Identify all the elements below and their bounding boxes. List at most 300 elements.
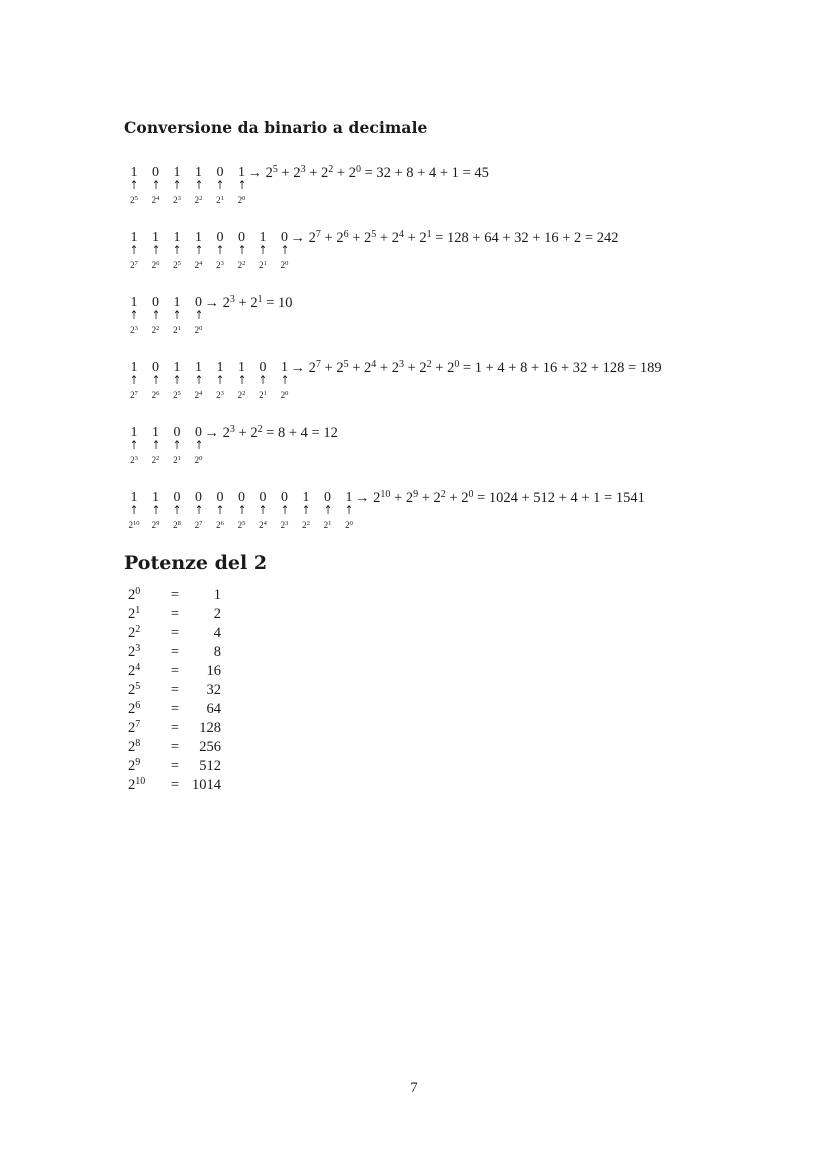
power-term: $2^9$ [405, 489, 419, 506]
up-arrow-icon: ↑ [194, 308, 203, 322]
bit-weight-label [167, 452, 187, 467]
subsection-title: Conversione da binario a decimale [124, 118, 428, 137]
bit-weight-label [167, 322, 187, 337]
bit-digit: 0 [152, 295, 159, 310]
decimal-result: 189 [639, 360, 662, 376]
up-arrow-icon: ↑ [129, 243, 139, 257]
equals-sign: = [170, 644, 180, 660]
bit-column [146, 425, 166, 467]
bit-column [124, 490, 144, 532]
power-term: $2^1$ [419, 229, 432, 246]
power-row [128, 643, 221, 662]
power-base: $2^9$ [128, 757, 141, 774]
bit-weight-label [232, 192, 252, 207]
power-row [128, 776, 221, 795]
bit-digit: 1 [173, 230, 181, 245]
page-number: 7 [410, 1080, 418, 1096]
power-term: $2^4$ [194, 390, 203, 400]
power-term: $2^1$ [323, 520, 332, 530]
power-term: $2^7$ [194, 520, 203, 530]
bit-weight-label [146, 257, 166, 272]
equals-sign: = [170, 777, 180, 793]
exponent: 2 [306, 520, 310, 527]
power-row [128, 738, 221, 757]
power-term: $2^3$ [222, 294, 235, 311]
bit-weight-label [167, 192, 187, 207]
power-row [128, 624, 221, 643]
power-term: $2^1$ [216, 195, 224, 205]
exponent: 1 [177, 455, 181, 462]
exponent: 6 [156, 260, 160, 267]
bit-digit: 1 [302, 490, 310, 505]
bit-column [189, 230, 209, 272]
power-row [128, 605, 221, 624]
exponent: 3 [220, 260, 224, 267]
up-arrow-icon: ↑ [172, 243, 182, 257]
exponent: 2 [199, 195, 203, 202]
bit-weight-label [189, 322, 209, 337]
power-value: 16 [206, 663, 221, 679]
power-term: $2^1$ [250, 294, 263, 311]
exponent: 5 [371, 229, 377, 240]
power-term: $2^3$ [216, 260, 224, 270]
power-term: $2^4$ [194, 260, 203, 270]
bit-weight-label [253, 387, 273, 402]
bit-column [124, 165, 144, 207]
bit-digit: 1 [130, 295, 138, 310]
exponent: 0 [242, 195, 246, 202]
bit-weight-label [124, 192, 144, 207]
power-term: $2^3$ [173, 195, 181, 205]
bit-weight-label [124, 322, 144, 337]
power-term: $2^2$ [433, 489, 446, 506]
power-term: $2^9$ [151, 520, 160, 530]
bit-digit: 0 [238, 490, 245, 505]
bit-digit: 0 [173, 490, 181, 505]
bit-digit: 1 [152, 490, 159, 505]
bit-digit: 1 [152, 425, 159, 440]
up-arrow-icon: ↑ [215, 243, 225, 257]
exponent: 1 [328, 520, 332, 527]
up-arrow-icon: ↑ [151, 178, 160, 192]
exponent: 4 [371, 359, 377, 370]
bit-weight-label [146, 387, 166, 402]
power-base: $2^6$ [128, 700, 141, 717]
bit-weight-label [124, 517, 144, 532]
bit-column [189, 490, 209, 532]
bit-column [253, 490, 273, 532]
power-base: $2^7$ [128, 719, 141, 736]
up-arrow-icon: ↑ [194, 178, 203, 192]
exponent: 1 [177, 325, 181, 332]
powers-of-two-table [128, 586, 221, 795]
up-arrow-icon: ↑ [258, 373, 268, 387]
equals-sign: = [170, 758, 180, 774]
exponent: 3 [229, 424, 235, 435]
up-arrow-icon: ↑ [258, 503, 268, 517]
bit-weight-label [210, 517, 230, 532]
exponent: 2 [242, 260, 246, 267]
bit-column [167, 360, 187, 402]
power-term: $2^1$ [259, 390, 267, 400]
exponent: 0 [349, 520, 353, 527]
exponent: 2 [440, 489, 446, 500]
bit-column [275, 490, 295, 532]
up-arrow-icon: ↑ [172, 373, 182, 387]
power-term: $2^6$ [151, 260, 160, 270]
power-term: $2^7$ [308, 359, 321, 376]
bit-column [124, 425, 144, 467]
exponent: 3 [285, 520, 289, 527]
up-arrow-icon: ↑ [172, 178, 182, 192]
equals-sign: = [170, 606, 180, 622]
bit-weight-label [189, 192, 209, 207]
exponent: 6 [156, 390, 160, 397]
exponent: 2 [156, 455, 160, 462]
power-term: $2^5$ [173, 260, 181, 270]
conversion-expression: → $2^3 + 2^2 = 8 + 4 = 12$ [204, 424, 338, 441]
exponent: 3 [229, 294, 235, 305]
power-row [128, 700, 221, 719]
bit-weight-label [253, 257, 273, 272]
up-arrow-icon: ↑ [194, 438, 203, 452]
conversion-expression: → $2^7 + 2^6 + 2^5 + 2^4 + 2^1 = 128 + 64 + 32 + 16 + 2 = 242$ [290, 229, 619, 246]
power-term: $2^3$ [391, 359, 404, 376]
bit-digit: 1 [130, 230, 138, 245]
power-term: $2^2$ [151, 325, 160, 335]
power-term: $2^{10}$ [373, 489, 391, 506]
power-term: $2^0$ [194, 325, 203, 335]
up-arrow-icon: ↑ [215, 503, 225, 517]
exponent: 2 [426, 359, 432, 370]
bit-digit: 1 [345, 490, 353, 505]
power-term: $2^{10}$ [128, 520, 140, 530]
power-term: $2^0$ [237, 195, 246, 205]
decimal-result: 45 [474, 165, 489, 181]
bit-column [124, 230, 144, 272]
power-base: $2^2$ [128, 624, 141, 641]
bit-weight-label [210, 192, 230, 207]
exponent: 4 [199, 390, 203, 397]
exponent: 10 [133, 520, 140, 527]
exponent: 3 [398, 359, 404, 370]
bit-weight-label [232, 387, 252, 402]
exponent: 0 [199, 325, 203, 332]
bit-column [318, 490, 338, 532]
power-term: $2^5$ [265, 164, 278, 181]
bit-weight-label [124, 257, 144, 272]
up-arrow-icon: ↑ [129, 438, 139, 452]
exponent: 4 [398, 229, 404, 240]
equals-sign: = [170, 701, 180, 717]
power-term: $2^1$ [173, 325, 181, 335]
power-term: $2^3$ [280, 520, 289, 530]
bit-digit: 0 [173, 425, 181, 440]
up-arrow-icon: ↑ [237, 503, 246, 517]
power-value: 64 [206, 701, 221, 717]
equals-sign: = [170, 625, 180, 641]
bit-column [232, 230, 252, 272]
power-term: $2^3$ [222, 424, 235, 441]
up-arrow-icon: ↑ [215, 178, 225, 192]
up-arrow-icon: ↑ [172, 308, 182, 322]
up-arrow-icon: ↑ [194, 373, 203, 387]
exponent: 3 [177, 195, 181, 202]
exponent: 3 [134, 455, 138, 462]
up-arrow-icon: ↑ [215, 373, 225, 387]
bit-digit: 1 [130, 425, 138, 440]
exponent: 8 [177, 520, 181, 527]
power-term: $2^8$ [173, 520, 181, 530]
bit-weight-label [189, 257, 209, 272]
power-row [128, 681, 221, 700]
bit-column [146, 295, 166, 337]
bit-digit: 0 [259, 490, 267, 505]
power-value: 1014 [192, 777, 221, 793]
bit-digit: 0 [238, 230, 245, 245]
power-value: 512 [199, 758, 221, 774]
bit-weight-label [318, 517, 338, 532]
up-arrow-icon: ↑ [194, 243, 203, 257]
power-term: $2^2$ [151, 455, 160, 465]
bit-weight-label [189, 452, 209, 467]
up-arrow-icon: ↑ [172, 503, 182, 517]
bit-digit: 1 [130, 490, 138, 505]
bit-column [146, 230, 166, 272]
bit-digit: 0 [259, 360, 267, 375]
exponent: 1 [426, 229, 432, 240]
power-term: $2^0$ [461, 489, 474, 506]
bit-weight-label [146, 322, 166, 337]
power-row [128, 757, 221, 776]
power-term: $2^0$ [345, 520, 353, 530]
bit-digit: 1 [195, 360, 202, 375]
power-term: $2^5$ [364, 229, 377, 246]
bit-digit: 1 [173, 165, 181, 180]
bit-digit: 0 [152, 360, 159, 375]
power-base: $2^3$ [128, 643, 141, 660]
exponent: 0 [468, 489, 474, 500]
right-arrow-icon: → [247, 165, 266, 181]
power-term: $2^3$ [130, 325, 138, 335]
up-arrow-icon: ↑ [172, 438, 182, 452]
exponent: 4 [263, 520, 267, 527]
bit-column [124, 295, 144, 337]
up-arrow-icon: ↑ [237, 243, 246, 257]
bit-weight-label [124, 452, 144, 467]
exponent: 1 [263, 390, 267, 397]
bit-digit: 0 [216, 230, 224, 245]
exponent: 2 [257, 424, 263, 435]
power-term: $2^4$ [259, 520, 267, 530]
conversion-expression: → $2^{10} + 2^9 + 2^2 + 2^0 = 1024 + 512 + 4 + 1 = 1541$ [355, 489, 645, 506]
bit-digit: 1 [173, 360, 181, 375]
up-arrow-icon: ↑ [301, 503, 311, 517]
bit-column [167, 490, 187, 532]
power-term: $2^6$ [336, 229, 349, 246]
bit-column [167, 165, 187, 207]
up-arrow-icon: ↑ [237, 373, 246, 387]
power-term: $2^7$ [130, 260, 138, 270]
bit-column [146, 490, 166, 532]
exponent: 1 [263, 260, 267, 267]
exponent: 7 [134, 260, 138, 267]
equals-sign: = [170, 739, 180, 755]
power-term: $2^0$ [447, 359, 460, 376]
bit-weight-label [146, 452, 166, 467]
decimal-result: 242 [596, 230, 619, 246]
power-row [128, 586, 221, 605]
equals-sign: = [170, 587, 180, 603]
power-term: $2^2$ [237, 260, 246, 270]
exponent: 4 [156, 195, 160, 202]
bit-digit: 1 [130, 360, 138, 375]
bit-column [296, 490, 316, 532]
bit-weight-label [253, 517, 273, 532]
up-arrow-icon: ↑ [194, 503, 203, 517]
power-term: $2^2$ [321, 164, 334, 181]
bit-digit: 1 [195, 230, 202, 245]
bit-column [167, 425, 187, 467]
bit-weight-label [210, 257, 230, 272]
power-base: $2^1$ [128, 605, 141, 622]
exponent: 5 [343, 359, 349, 370]
bit-column [189, 360, 209, 402]
power-row [128, 719, 221, 738]
right-arrow-icon: → [290, 360, 309, 376]
bit-digit: 0 [195, 490, 202, 505]
exponent: 2 [156, 325, 160, 332]
up-arrow-icon: ↑ [129, 178, 139, 192]
bit-weight-label [189, 517, 209, 532]
power-row [128, 662, 221, 681]
exponent: 5 [177, 260, 181, 267]
bit-weight-label [275, 517, 295, 532]
power-term: $2^2$ [237, 390, 246, 400]
decimal-result: 12 [323, 425, 338, 441]
bit-column [232, 360, 252, 402]
bit-weight-label [167, 257, 187, 272]
bit-column [146, 360, 166, 402]
power-term: $2^2$ [419, 359, 432, 376]
exponent: 10 [380, 489, 391, 500]
power-term: $2^3$ [293, 164, 306, 181]
power-value: 256 [199, 739, 221, 755]
up-arrow-icon: ↑ [237, 178, 246, 192]
up-arrow-icon: ↑ [129, 308, 139, 322]
power-term: $2^1$ [259, 260, 267, 270]
up-arrow-icon: ↑ [151, 308, 160, 322]
equals-sign: = [170, 663, 180, 679]
bit-column [253, 230, 273, 272]
conversion-expression: → $2^7 + 2^5 + 2^4 + 2^3 + 2^2 + 2^0 = 1 + 4 + 8 + 16 + 32 + 128 = 189$ [290, 359, 662, 376]
exponent: 1 [220, 195, 224, 202]
bit-weight-label [275, 387, 295, 402]
power-term: $2^0$ [194, 455, 203, 465]
power-term: $2^0$ [280, 390, 289, 400]
power-term: $2^4$ [364, 359, 377, 376]
up-arrow-icon: ↑ [129, 503, 139, 517]
power-base: $2^{10}$ [128, 776, 146, 793]
exponent: 0 [285, 390, 289, 397]
bit-weight-label [232, 257, 252, 272]
bit-column [232, 490, 252, 532]
power-value: 1 [213, 587, 221, 603]
bit-digit: 1 [238, 360, 245, 375]
exponent: 6 [343, 229, 349, 240]
power-term: $2^7$ [308, 229, 321, 246]
power-term: $2^0$ [280, 260, 289, 270]
bit-column [124, 360, 144, 402]
up-arrow-icon: ↑ [280, 243, 289, 257]
exponent: 7 [315, 229, 321, 240]
right-arrow-icon: → [204, 295, 223, 311]
bit-column [210, 230, 230, 272]
power-term: $2^2$ [194, 195, 203, 205]
bit-digit: 0 [281, 230, 288, 245]
power-term: $2^3$ [130, 455, 138, 465]
power-value: 8 [213, 644, 221, 660]
exponent: 4 [199, 260, 203, 267]
bit-weight-label [167, 387, 187, 402]
bit-column [210, 490, 230, 532]
decimal-result: 10 [278, 295, 293, 311]
power-value: 2 [213, 606, 221, 622]
power-term: $2^6$ [151, 390, 160, 400]
bit-digit: 1 [281, 360, 288, 375]
exponent: 0 [355, 164, 361, 175]
section-title: Potenze del 2 [124, 552, 268, 574]
exponent: 5 [134, 195, 138, 202]
power-base: $2^8$ [128, 738, 141, 755]
bit-weight-label [146, 192, 166, 207]
bit-column [146, 165, 166, 207]
bit-digit: 0 [281, 490, 288, 505]
exponent: 9 [413, 489, 419, 500]
up-arrow-icon: ↑ [344, 503, 354, 517]
power-term: $2^5$ [237, 520, 246, 530]
bit-weight-label [189, 387, 209, 402]
up-arrow-icon: ↑ [280, 373, 289, 387]
bit-digit: 1 [173, 295, 181, 310]
up-arrow-icon: ↑ [129, 373, 139, 387]
bit-weight-label [232, 517, 252, 532]
power-term: $2^1$ [173, 455, 181, 465]
power-term: $2^4$ [391, 229, 404, 246]
equals-sign: = [170, 720, 180, 736]
exponent: 0 [199, 455, 203, 462]
bit-digit: 1 [216, 360, 224, 375]
power-term: $2^5$ [336, 359, 349, 376]
power-term: $2^0$ [348, 164, 361, 181]
exponent: 7 [134, 390, 138, 397]
exponent: 3 [134, 325, 138, 332]
bit-digit: 1 [130, 165, 138, 180]
exponent: 3 [300, 164, 306, 175]
bit-digit: 1 [259, 230, 267, 245]
bit-column [210, 360, 230, 402]
right-arrow-icon: → [355, 490, 374, 506]
up-arrow-icon: ↑ [151, 243, 160, 257]
power-base: $2^4$ [128, 662, 141, 679]
bit-digit: 1 [195, 165, 202, 180]
power-value: 32 [206, 682, 221, 698]
exponent: 0 [285, 260, 289, 267]
decimal-result: 1541 [615, 490, 645, 506]
power-term: $2^3$ [216, 390, 224, 400]
exponent: 2 [242, 390, 246, 397]
exponent: 5 [177, 390, 181, 397]
